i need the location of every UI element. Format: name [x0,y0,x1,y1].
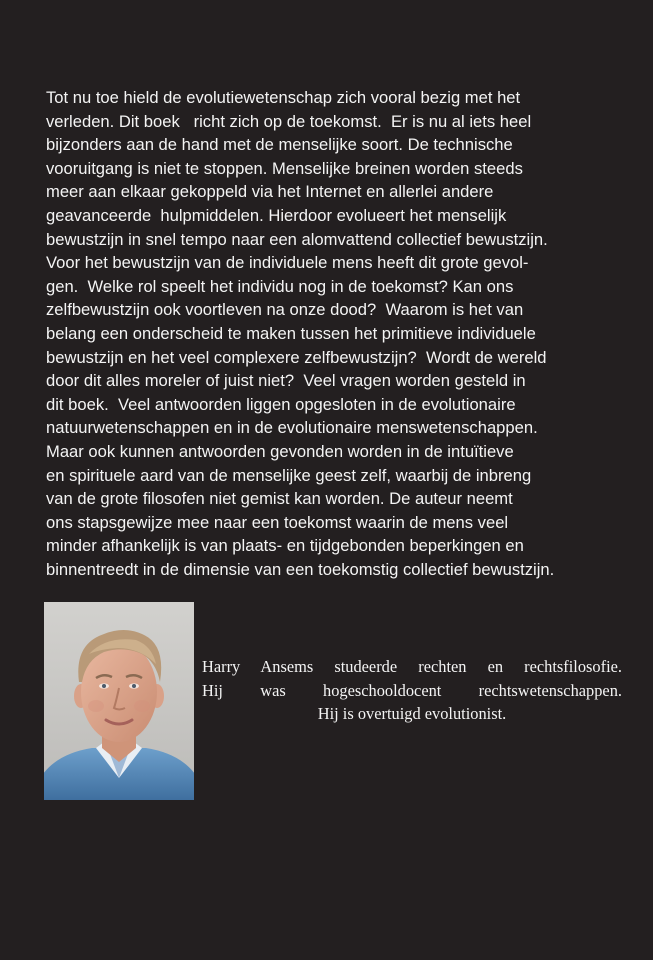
author-bio-line: Harry Ansems studeerde rechten en rechtsfilosofie. [202,657,622,676]
blurb-line: Tot nu toe hield de evolutiewetenschap zich vooral bezig met het [46,88,521,107]
blurb-line: natuurwetenschappen en in de evolutionaire menswetenschappen. [46,418,538,438]
author-photo [44,602,194,800]
blurb-line: vooruitgang is niet te stoppen. Menselijke breinen worden steeds [46,158,523,178]
back-cover-blurb [46,86,621,581]
author-bio-line: Hij was hogeschooldocent rechtswetenschappen. [202,680,622,700]
blurb-line: Voor het bewustzijn van de individuele mens heeft dit grote gevol- [46,253,529,273]
blurb-line: belang een onderscheid te maken tussen het primitieve individuele [46,323,536,343]
blurb-line: bijzonders aan de hand met de menselijke soort. De technische [46,135,513,155]
blurb-line: geavanceerde hulpmiddelen. Hierdoor evolueert het menselijk [46,205,507,225]
blurb-line: verleden. Dit boek richt zich op de toekomst. Er is nu al iets heel [46,111,532,131]
author-portrait-icon [44,602,194,800]
blurb-line: door dit alles moreler of juist niet? Veel vragen worden gesteld in [46,371,526,391]
blurb-line: zelfbewustzijn ook voortleven na onze dood? Waarom is het van [46,300,524,320]
author-bio [202,655,622,726]
blurb-line: bewustzijn in snel tempo naar een alomvattend collectief bewustzijn. [46,229,548,249]
blurb-line: dit boek. Veel antwoorden liggen opgesloten in de evolutionaire [46,394,516,414]
blurb-line: meer aan elkaar gekoppeld via het Internet en allerlei andere [46,182,494,202]
blurb-line: Maar ook kunnen antwoorden gevonden worden in de intuïtieve [46,441,514,461]
blurb-line: en spirituele aard van de menselijke geest zelf, waarbij de inbreng [46,465,532,485]
blurb-line: ons stapsgewijze mee naar een toekomst waarin de mens veel [46,512,509,532]
blurb-line: bewustzijn en het veel complexere zelfbewustzijn? Wordt de wereld [46,347,547,367]
blurb-line: minder afhankelijk is van plaats- en tijdgebonden beperkingen en [46,536,524,556]
blurb-line: van de grote filosofen niet gemist kan worden. De auteur neemt [46,489,513,509]
blurb-line: binnentreedt in de dimensie van een toekomstig collectief bewustzijn. [46,559,555,579]
blurb-line: gen. Welke rol speelt het individu nog in de toekomst? Kan ons [46,276,514,296]
author-bio-line: Hij is overtuigd evolutionist. [317,704,507,723]
